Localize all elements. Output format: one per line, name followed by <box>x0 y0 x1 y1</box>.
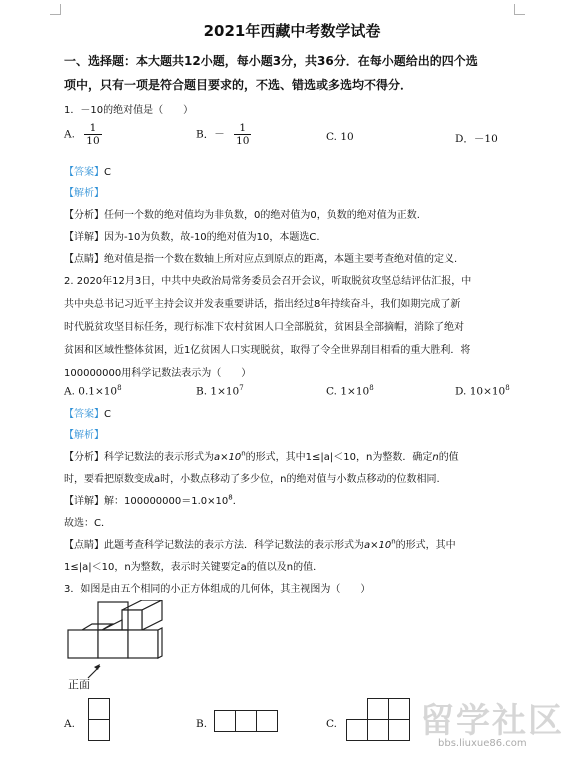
q1-answer-value: C <box>104 167 111 178</box>
q1-a-denominator: 10 <box>86 135 100 147</box>
q2-option-c-exponent: 8 <box>369 384 374 392</box>
q2-option-d <box>455 384 510 398</box>
watermark <box>420 693 580 749</box>
q2-dianjing-1a: 【点睛】此题考查科学记数法的表示方法．科学记数法的表示形式为 <box>64 540 364 551</box>
q1-option-b-fraction <box>234 122 251 147</box>
q3-option-a-figure <box>88 698 114 746</box>
q2-dianjing-line-1 <box>64 536 456 551</box>
square-icon <box>388 698 410 720</box>
q2-answer-tag: 【答案】 <box>64 409 104 420</box>
q3-front-label: 正面 <box>68 678 90 691</box>
square-icon <box>88 698 110 720</box>
square-icon <box>367 698 389 720</box>
q1-stem: 1．－10的绝对值是（ ） <box>64 105 194 116</box>
q2-option-b <box>196 384 244 398</box>
q2-option-b-text: B. 1×10 <box>196 385 240 398</box>
square-icon <box>388 719 410 741</box>
q2-option-c <box>326 384 374 398</box>
q2-dianjing-sci-exponent: n <box>391 537 396 546</box>
q3-option-b-figure <box>214 710 284 736</box>
section-heading-line2: 项中，只有一项是符合题目要求的，不选、错选或多选均不得分． <box>64 78 413 92</box>
q1-option-a-fraction <box>84 122 101 147</box>
q2-sci-exponent: n <box>241 449 246 458</box>
q2-xiangjie-end: ． <box>232 496 243 507</box>
q2-stem-line-1: 2. 2020年12月3日，中共中央政治局常务委员会召开会议，听取脱贫攻坚总结评估汇报，中 <box>64 276 472 287</box>
q2-stem-line-4: 贫困和区域性整体贫困，近1亿贫困人口实现脱贫，取得了令全世界刮目相看的重大胜利．将 <box>64 345 471 356</box>
q1-b-numerator: 1 <box>234 122 251 135</box>
square-icon <box>256 710 278 732</box>
q1-b-denominator: 10 <box>236 135 250 147</box>
crop-mark-left <box>50 4 61 15</box>
q2-xiangjie-exponent: 8 <box>228 493 233 502</box>
q1-answer <box>64 163 111 178</box>
q2-option-c-text: C. 1×10 <box>326 385 370 398</box>
q3-option-c-label: C. <box>326 718 337 730</box>
crop-mark-right <box>514 4 525 15</box>
q2-fenxi-line-2: 时，要看把原数变成a时，小数点移动了多少位，n的绝对值与小数点移动的位数相同. <box>64 474 440 485</box>
q1-analysis-tag: 【解析】 <box>64 188 104 199</box>
q1-a-numerator: 1 <box>84 122 101 135</box>
q1-option-d: D．－10 <box>455 133 498 145</box>
q2-answer-value: C <box>104 409 111 420</box>
q3-option-c-figure <box>346 698 416 746</box>
q3-option-a-label: A. <box>64 718 75 730</box>
q1-option-b-label: B．－ <box>196 128 225 141</box>
square-icon <box>346 719 368 741</box>
square-icon <box>235 710 257 732</box>
q2-fenxi-1a: 【分析】科学记数法的表示形式为 <box>64 452 214 463</box>
q2-xiangjie-text: 【详解】解：100000000＝1.0×10 <box>64 496 229 507</box>
watermark-brand: 留学社区 <box>420 701 564 741</box>
q2-sci-form: a×10 <box>214 452 242 463</box>
q2-option-a-exponent: 8 <box>117 384 122 392</box>
q2-answer <box>64 405 111 420</box>
q2-option-b-exponent: 7 <box>239 384 244 392</box>
q3-option-b-label: B. <box>196 718 208 730</box>
q2-n-letter: n <box>432 452 439 463</box>
square-icon <box>367 719 389 741</box>
q2-stem-line-2: 共中央总书记习近平主持会议并发表重要讲话，指出经过8年持续奋斗，我们如期完成了新 <box>64 299 461 310</box>
section-heading-line1: 一、选择题：本大题共12小题，每小题3分，共36分．在每小题给出的四个选 <box>64 54 478 68</box>
q2-dianjing-sci-form: a×10 <box>364 540 392 551</box>
q1-answer-tag: 【答案】 <box>64 167 104 178</box>
q1-dianjing: 【点睛】绝对值是指一个数在数轴上所对应点到原点的距离，本题主要考查绝对值的定义. <box>64 254 458 265</box>
square-icon <box>214 710 236 732</box>
q2-dianjing-1b: 的形式，其中 <box>395 540 456 551</box>
q1-option-b <box>196 122 251 147</box>
q2-stem-line-5: 100000000用科学记数法表示为（ ） <box>64 368 252 379</box>
q2-fenxi-line-1 <box>64 448 459 463</box>
q1-fenxi: 【分析】任何一个数的绝对值均为非负数，0的绝对值为0，负数的绝对值为正数. <box>64 210 420 221</box>
q1-option-a <box>64 122 102 147</box>
q2-option-a <box>64 384 122 398</box>
square-icon <box>88 719 110 741</box>
q2-analysis-tag: 【解析】 <box>64 430 104 441</box>
q2-option-d-exponent: 8 <box>505 384 510 392</box>
q1-option-a-label: A. <box>64 128 75 141</box>
q2-option-a-text: A. 0.1×10 <box>64 385 118 398</box>
q1-option-c: C. 10 <box>326 131 354 143</box>
q2-dianjing-line-2: 1≤|a|＜10，n为整数，表示时关键要定a的值以及n的值． <box>64 562 324 573</box>
q2-stem-line-3: 时代脱贫攻坚目标任务，现行标准下农村贫困人口全部脱贫，贫困县全部摘帽，消除了绝对 <box>64 322 464 333</box>
watermark-url: bbs.liuxue86.com <box>438 738 527 749</box>
q2-xiangjie <box>64 492 243 507</box>
q2-guxuan: 故选：C． <box>64 518 111 529</box>
q1-xiangjie: 【详解】因为-10为负数，故-10的绝对值为10，本题选C. <box>64 232 320 243</box>
q2-fenxi-1b: 的形式，其中1≤|a|＜10，n为整数．确定 <box>245 452 433 463</box>
q2-fenxi-1c: 的值 <box>438 452 459 463</box>
q3-stem: 3．如图是由五个相同的小正方体组成的几何体，其主视图为（ ） <box>64 584 371 595</box>
page-title: 2021年西藏中考数学试卷 <box>203 22 381 40</box>
q2-option-d-text: D. 10×10 <box>455 385 506 398</box>
